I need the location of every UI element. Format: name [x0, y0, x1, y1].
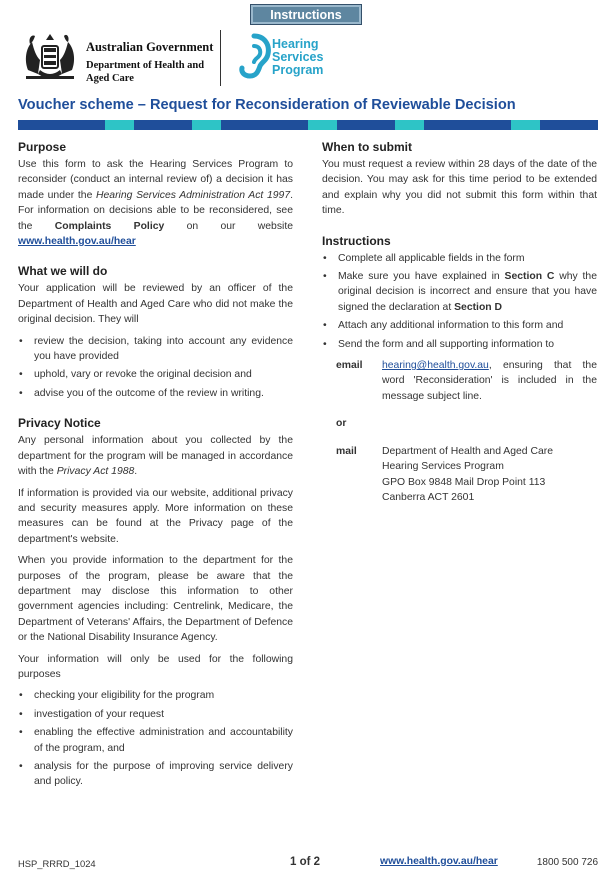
- right-column: [322, 140, 597, 505]
- list-item: • Complete all applicable fields in the form: [322, 251, 597, 266]
- stripe-segment: [337, 120, 366, 130]
- email-label: email: [336, 360, 363, 372]
- government-branding: [86, 40, 216, 85]
- stripe-segment: [540, 120, 569, 130]
- stripe-segment: [76, 120, 105, 130]
- stripe-segment: [453, 120, 482, 130]
- purpose-heading: Purpose: [18, 140, 67, 154]
- header-divider: [220, 30, 221, 86]
- stripe-segment: [47, 120, 76, 130]
- phone-number: 1800 500 726: [536, 857, 598, 868]
- privacy-text-3: When you provide information to the department for the purposes of the program, please be aware that the department may disclose this information to other government agencies including: Centrelink, Medicare, the Department of Veterans' Affairs, the Department of Defence or the National Disability Insurance Agency.: [18, 555, 293, 644]
- stripe-segment: [134, 120, 163, 130]
- website-link[interactable]: www.health.gov.au/hear: [18, 236, 136, 248]
- list-item: • Make sure you have explained in Section C why the original decision is incorrect and ensure that you have signed the declaration at Section D: [322, 269, 597, 315]
- list-item: • investigation of your request: [18, 707, 293, 722]
- what-we-do-list: [18, 334, 293, 402]
- instructions-list: [322, 251, 597, 352]
- page-number: 1 of 2: [290, 856, 321, 868]
- list-item: • review the decision, taking into account any evidence you have provided: [18, 334, 293, 365]
- stripe-segment: [18, 120, 47, 130]
- ear-icon: [234, 30, 274, 80]
- list-item: • advise you of the outcome of the review in writing.: [18, 386, 293, 401]
- stripe-segment: [569, 120, 598, 130]
- what-we-do-intro: Your application will be reviewed by an officer of the Department of Health and Aged Care who did not make the original decision. They will: [18, 283, 293, 326]
- when-to-submit-text: You must request a review within 28 days of the date of the decision. You may ask for this time period to be extended and explain why you did not submit this form within that time.: [322, 159, 597, 217]
- list-item: • Send the form and all supporting information to: [322, 337, 597, 352]
- stripe-segment: [511, 120, 540, 130]
- or-label: or: [336, 418, 347, 430]
- government-name: Australian Government: [86, 40, 214, 54]
- stripe-segment: [105, 120, 134, 130]
- list-item: • Attach any additional information to this form and: [322, 318, 597, 333]
- purpose-text: Use this form to ask the Hearing Services Program to reconsider (conduct an internal review of) a decision it has made under the Hearing Services Administration Act 1997. For information on decisions able to be reconsidered, see the Complaints Policy on our website www.health.gov.au/hear: [18, 159, 293, 248]
- stripe-segment: [250, 120, 279, 130]
- stripe-segment: [163, 120, 192, 130]
- stripe-segment: [192, 120, 221, 130]
- list-item: • uphold, vary or revoke the original decision and: [18, 367, 293, 382]
- privacy-purposes-list: [18, 688, 293, 789]
- decorative-stripe: [18, 120, 598, 130]
- email-contact: email hearing@health.gov.au, ensuring that the word 'Reconsideration' is included in the message subject line.: [336, 358, 597, 404]
- list-item: • enabling the effective administration and accountability of the program, and: [18, 725, 293, 756]
- coat-of-arms-icon: [18, 30, 82, 86]
- stripe-segment: [279, 120, 308, 130]
- privacy-text-1: Any personal information about you collected by the department for the program will be managed in accordance with the Privacy Act 1988.: [18, 435, 293, 478]
- stripe-segment: [395, 120, 424, 130]
- footer-website-link[interactable]: www.health.gov.au/hear: [380, 856, 498, 867]
- mail-label: mail: [336, 445, 357, 457]
- stripe-segment: [221, 120, 250, 130]
- instructions-button[interactable]: Instructions: [250, 4, 362, 25]
- form-code: HSP_RRRD_1024: [18, 858, 96, 869]
- stripe-segment: [424, 120, 453, 130]
- mail-contact: [336, 444, 597, 506]
- privacy-text-2: If information is provided via our website, additional privacy and security measures apply. More information on these measures can be found at the Privacy page of the department's website.: [18, 487, 293, 545]
- privacy-heading: Privacy Notice: [18, 416, 101, 431]
- list-item: • checking your eligibility for the program: [18, 688, 293, 703]
- stripe-segment: [308, 120, 337, 130]
- instructions-heading: Instructions: [322, 233, 391, 248]
- department-name: Department of Health and Aged Care: [86, 60, 205, 84]
- what-we-do-heading: What we will do: [18, 264, 108, 279]
- privacy-text-4: Your information will only be used for the following purposes: [18, 653, 293, 680]
- page-header: [18, 28, 598, 90]
- stripe-segment: [482, 120, 511, 130]
- when-to-submit-heading: When to submit: [322, 140, 412, 154]
- document-title: Voucher scheme – Request for Reconsideration of Reviewable Decision: [18, 97, 516, 113]
- left-column: [18, 140, 293, 796]
- email-link[interactable]: hearing@health.gov.au: [382, 360, 489, 372]
- program-name: Hearing Services Program: [272, 37, 324, 77]
- stripe-segment: [366, 120, 395, 130]
- mail-address: Department of Health and Aged Care Hearing Services Program GPO Box 9848 Mail Drop Point 113 Canberra ACT 2601: [382, 445, 553, 503]
- list-item: • analysis for the purpose of improving service delivery and policy.: [18, 759, 293, 790]
- page-footer: [18, 855, 598, 873]
